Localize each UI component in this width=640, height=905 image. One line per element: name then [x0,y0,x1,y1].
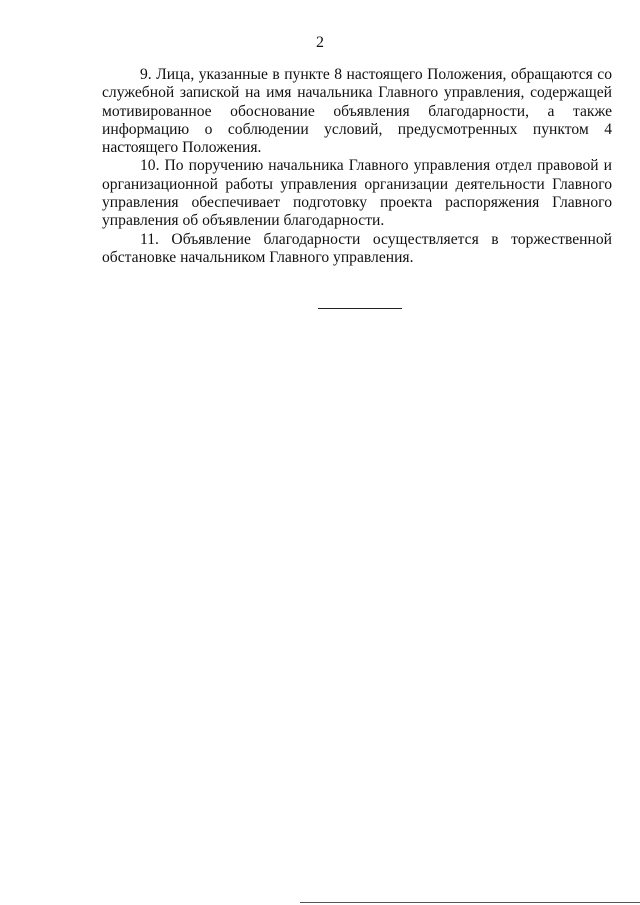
paragraph-9: 9. Лица, указанные в пункте 8 настоящего Положения, обращаются со служебной запиской на имя начальника Главного управления, содержащей мотивированное обоснование объявления благодарности, а также информацию о соблюдении условий, предусмотренных пунктом 4 настоящего Положения. [102,66,612,157]
page-number: 2 [316,34,324,51]
end-of-document-rule [318,308,402,309]
document-body [102,66,612,267]
scan-bottom-edge-line [300,902,640,903]
paragraph-11: 11. Объявление благодарности осуществляется в торжественной обстановке начальником Главного управления. [102,230,612,266]
paragraph-10: 10. По поручению начальника Главного управления отдел правовой и организационной работы управления организации деятельности Главного управления обеспечивает подготовку проекта распоряжения Главного управления об объявлении благодарности. [102,157,612,230]
